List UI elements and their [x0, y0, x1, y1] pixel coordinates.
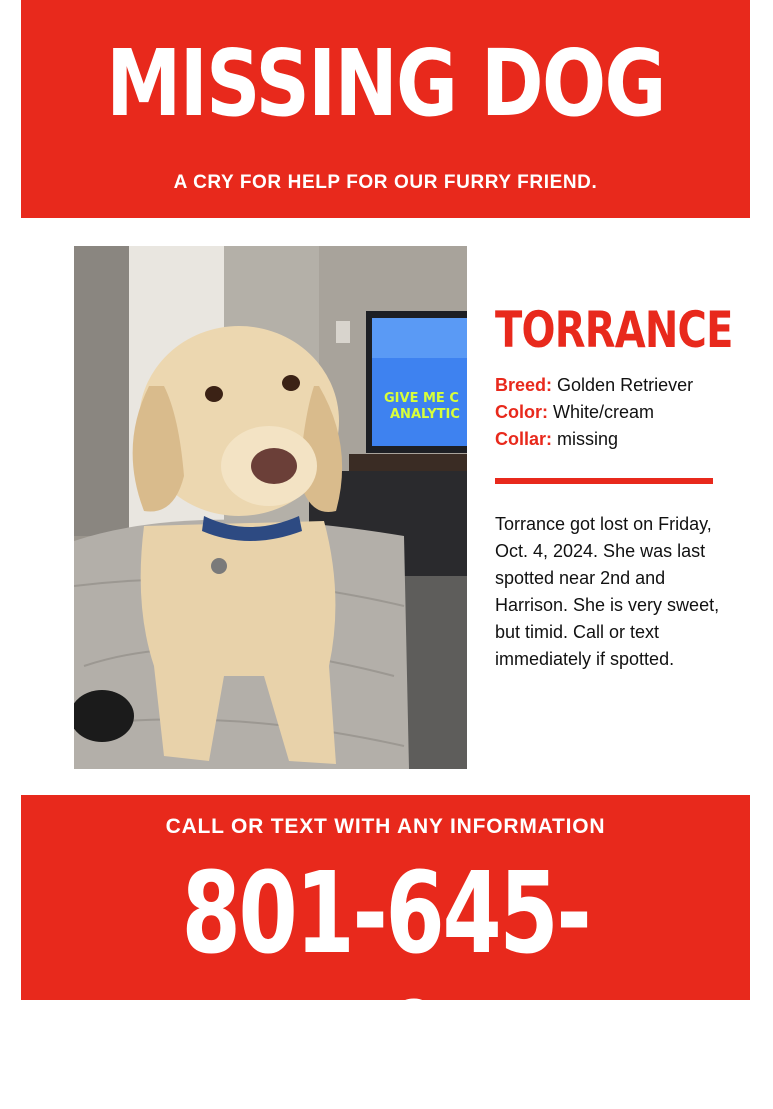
detail-value-color: White/cream — [553, 402, 655, 422]
tv-text-line-1: GIVE ME C — [384, 391, 459, 406]
detail-value-breed: Golden Retriever — [557, 375, 694, 395]
dog-details — [495, 372, 693, 453]
footer-banner — [21, 795, 750, 1109]
poster-title: MISSING DOG — [106, 30, 665, 137]
detail-row-breed — [495, 372, 693, 399]
dog-photo — [74, 246, 467, 769]
detail-row-color — [495, 399, 693, 426]
phone-number: 801-645-7594 — [181, 849, 590, 1109]
poster-subtitle: A CRY FOR HELP FOR OUR FURRY FRIEND. — [173, 172, 598, 193]
dog-description: Torrance got lost on Friday, Oct. 4, 2024. She was last spotted near 2nd and Harrison. She is very sweet, but timid. Call or text immediately if spotted. — [495, 514, 720, 669]
detail-label-color: Color: — [495, 402, 548, 422]
header-banner — [21, 0, 750, 218]
dog-name: TORRANCE — [495, 301, 733, 359]
detail-value-collar: missing — [557, 429, 619, 449]
detail-label-collar: Collar: — [495, 429, 553, 449]
detail-label-breed: Breed: — [495, 375, 553, 395]
detail-row-collar — [495, 426, 693, 453]
divider — [495, 478, 713, 484]
tv-text-line-2: ANALYTIC — [390, 407, 460, 422]
call-to-action: CALL OR TEXT WITH ANY INFORMATION — [165, 815, 606, 838]
